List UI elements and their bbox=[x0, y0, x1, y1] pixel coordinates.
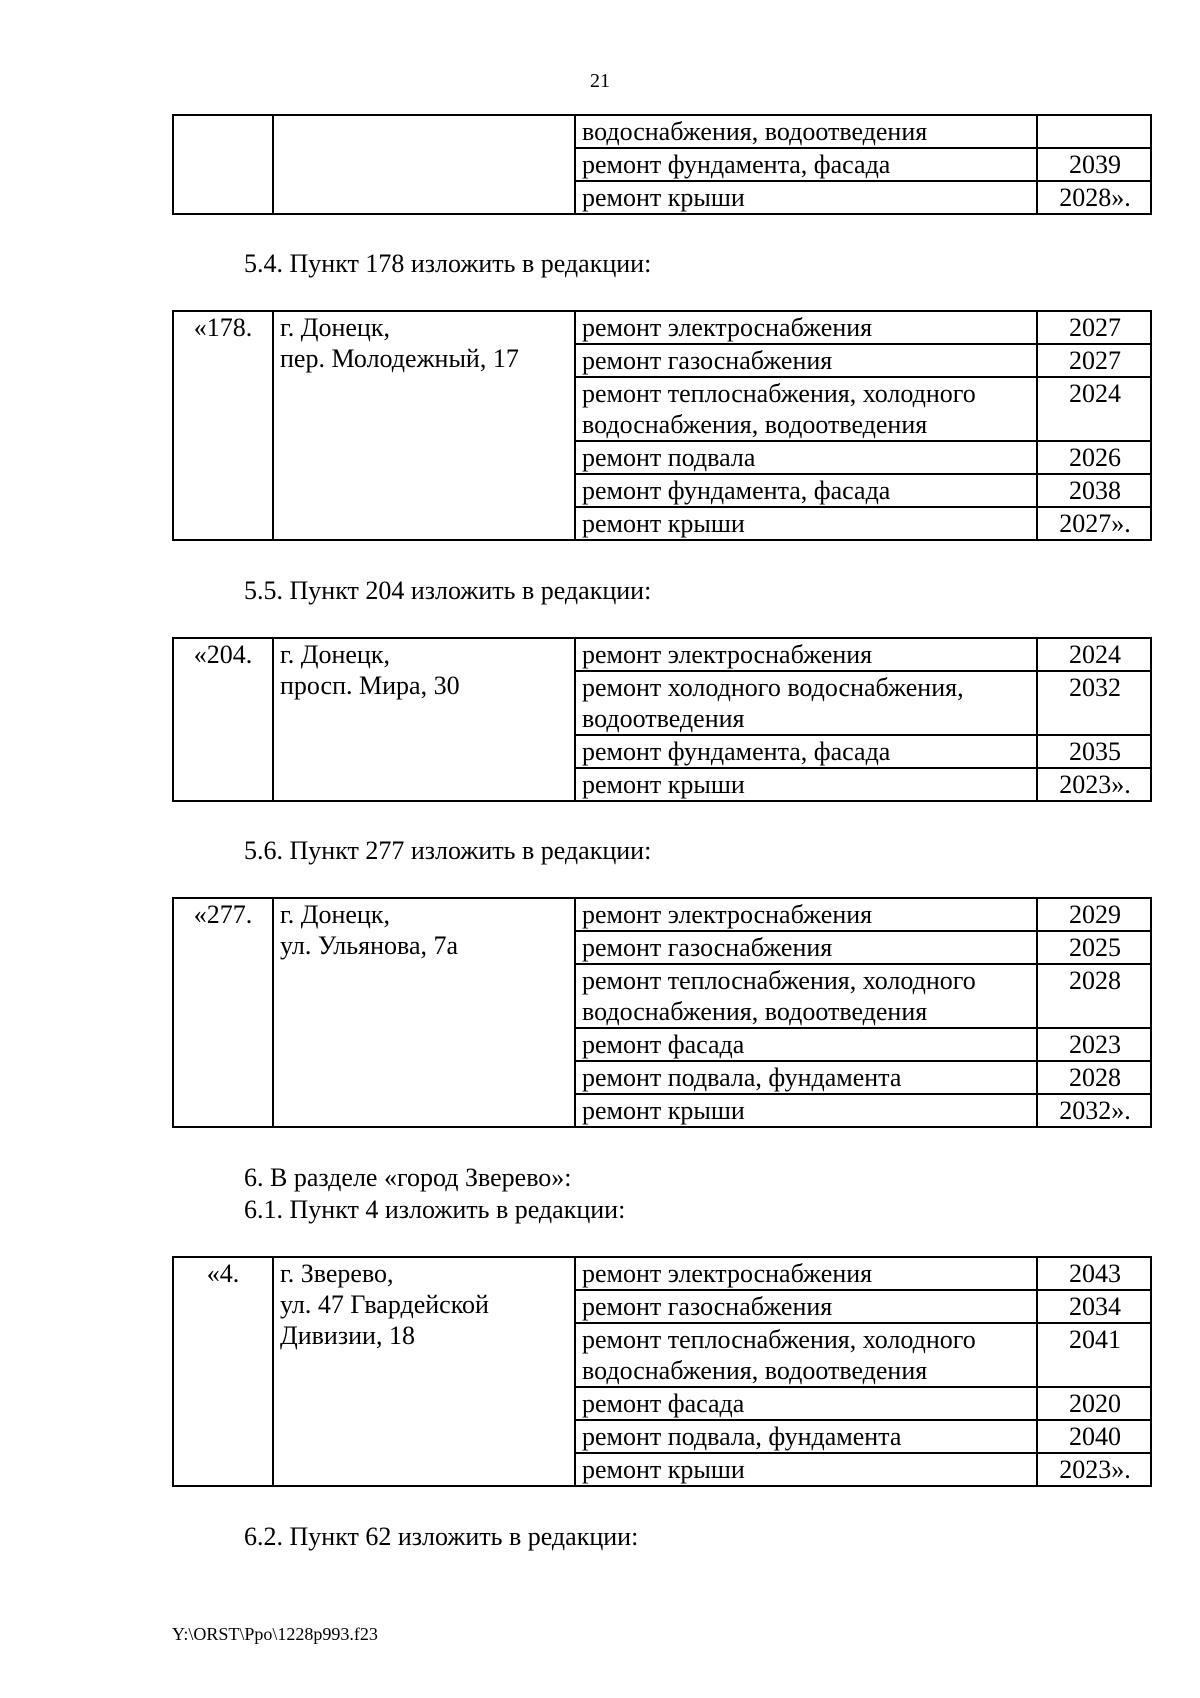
year-cell: 2038 bbox=[1037, 474, 1151, 507]
paragraph-5-5: 5.5. Пункт 204 изложить в редакции: bbox=[244, 576, 652, 605]
table-row bbox=[173, 311, 1151, 344]
work-cell: ремонт холодного водоснабжения, водоотведения bbox=[575, 671, 1037, 735]
year-cell: 2039 bbox=[1037, 148, 1151, 181]
work-cell: ремонт фундамента, фасада bbox=[575, 474, 1037, 507]
work-cell: ремонт теплоснабжения, холодного водоснабжения, водоотведения bbox=[575, 964, 1037, 1028]
work-cell: ремонт фасада bbox=[575, 1387, 1037, 1420]
year-cell: 2027 bbox=[1037, 344, 1151, 377]
work-cell: ремонт фундамента, фасада bbox=[575, 735, 1037, 768]
work-cell: ремонт крыши bbox=[575, 1094, 1037, 1127]
work-cell: ремонт теплоснабжения, холодного водоснабжения, водоотведения bbox=[575, 1323, 1037, 1387]
year-cell: 2034 bbox=[1037, 1290, 1151, 1323]
paragraph-6-1: 6.1. Пункт 4 изложить в редакции: bbox=[244, 1195, 626, 1224]
table-item-178 bbox=[172, 310, 1152, 541]
year-cell: 2025 bbox=[1037, 931, 1151, 964]
year-cell: 2027». bbox=[1037, 507, 1151, 540]
work-cell: водоснабжения, водоотведения bbox=[575, 115, 1037, 148]
address-cell: г. Донецк, просп. Мира, 30 bbox=[273, 638, 575, 801]
address-cell bbox=[273, 115, 575, 214]
year-cell: 2020 bbox=[1037, 1387, 1151, 1420]
work-cell: ремонт электроснабжения bbox=[575, 311, 1037, 344]
year-cell: 2040 bbox=[1037, 1420, 1151, 1453]
work-cell: ремонт электроснабжения bbox=[575, 638, 1037, 671]
work-cell: ремонт газоснабжения bbox=[575, 931, 1037, 964]
year-cell: 2023». bbox=[1037, 768, 1151, 801]
year-cell: 2026 bbox=[1037, 441, 1151, 474]
table-row bbox=[173, 115, 1151, 148]
work-cell: ремонт электроснабжения bbox=[575, 898, 1037, 931]
table-row bbox=[173, 898, 1151, 931]
work-cell: ремонт газоснабжения bbox=[575, 1290, 1037, 1323]
work-cell: ремонт фундамента, фасада bbox=[575, 148, 1037, 181]
address-cell: г. Донецк, пер. Молодежный, 17 bbox=[273, 311, 575, 540]
work-cell: ремонт теплоснабжения, холодного водоснабжения, водоотведения bbox=[575, 377, 1037, 441]
continuation-table bbox=[172, 114, 1152, 215]
paragraph-6: 6. В разделе «город Зверево»: bbox=[244, 1163, 572, 1192]
item-number-cell: «4. bbox=[173, 1257, 273, 1486]
table-row bbox=[173, 1257, 1151, 1290]
year-cell: 2023». bbox=[1037, 1453, 1151, 1486]
work-cell: ремонт крыши bbox=[575, 768, 1037, 801]
year-cell: 2032». bbox=[1037, 1094, 1151, 1127]
work-cell: ремонт подвала, фундамента bbox=[575, 1420, 1037, 1453]
item-number-cell bbox=[173, 115, 273, 214]
address-cell: г. Зверево, ул. 47 Гвардейской Дивизии, 18 bbox=[273, 1257, 575, 1486]
work-cell: ремонт крыши bbox=[575, 1453, 1037, 1486]
year-cell: 2023 bbox=[1037, 1028, 1151, 1061]
paragraph-6-2: 6.2. Пункт 62 изложить в редакции: bbox=[244, 1522, 639, 1551]
table-item-277 bbox=[172, 897, 1152, 1128]
paragraph-5-4: 5.4. Пункт 178 изложить в редакции: bbox=[244, 249, 652, 278]
table-item-4 bbox=[172, 1256, 1152, 1487]
year-cell: 2032 bbox=[1037, 671, 1151, 735]
year-cell: 2041 bbox=[1037, 1323, 1151, 1387]
work-cell: ремонт подвала, фундамента bbox=[575, 1061, 1037, 1094]
work-cell: ремонт фасада bbox=[575, 1028, 1037, 1061]
year-cell: 2027 bbox=[1037, 311, 1151, 344]
work-cell: ремонт крыши bbox=[575, 507, 1037, 540]
year-cell: 2029 bbox=[1037, 898, 1151, 931]
paragraph-5-6: 5.6. Пункт 277 изложить в редакции: bbox=[244, 836, 652, 865]
item-number-cell: «277. bbox=[173, 898, 273, 1127]
year-cell bbox=[1037, 115, 1151, 148]
year-cell: 2028». bbox=[1037, 181, 1151, 214]
year-cell: 2024 bbox=[1037, 638, 1151, 671]
year-cell: 2035 bbox=[1037, 735, 1151, 768]
work-cell: ремонт крыши bbox=[575, 181, 1037, 214]
table-row bbox=[173, 638, 1151, 671]
year-cell: 2024 bbox=[1037, 377, 1151, 441]
year-cell: 2028 bbox=[1037, 964, 1151, 1028]
work-cell: ремонт газоснабжения bbox=[575, 344, 1037, 377]
page-number: 21 bbox=[590, 70, 610, 92]
work-cell: ремонт подвала bbox=[575, 441, 1037, 474]
item-number-cell: «178. bbox=[173, 311, 273, 540]
file-path-footer: Y:\ORST\Ppo\1228p993.f23 bbox=[172, 1624, 378, 1644]
year-cell: 2043 bbox=[1037, 1257, 1151, 1290]
table-item-204 bbox=[172, 637, 1152, 802]
year-cell: 2028 bbox=[1037, 1061, 1151, 1094]
address-cell: г. Донецк, ул. Ульянова, 7а bbox=[273, 898, 575, 1127]
work-cell: ремонт электроснабжения bbox=[575, 1257, 1037, 1290]
item-number-cell: «204. bbox=[173, 638, 273, 801]
